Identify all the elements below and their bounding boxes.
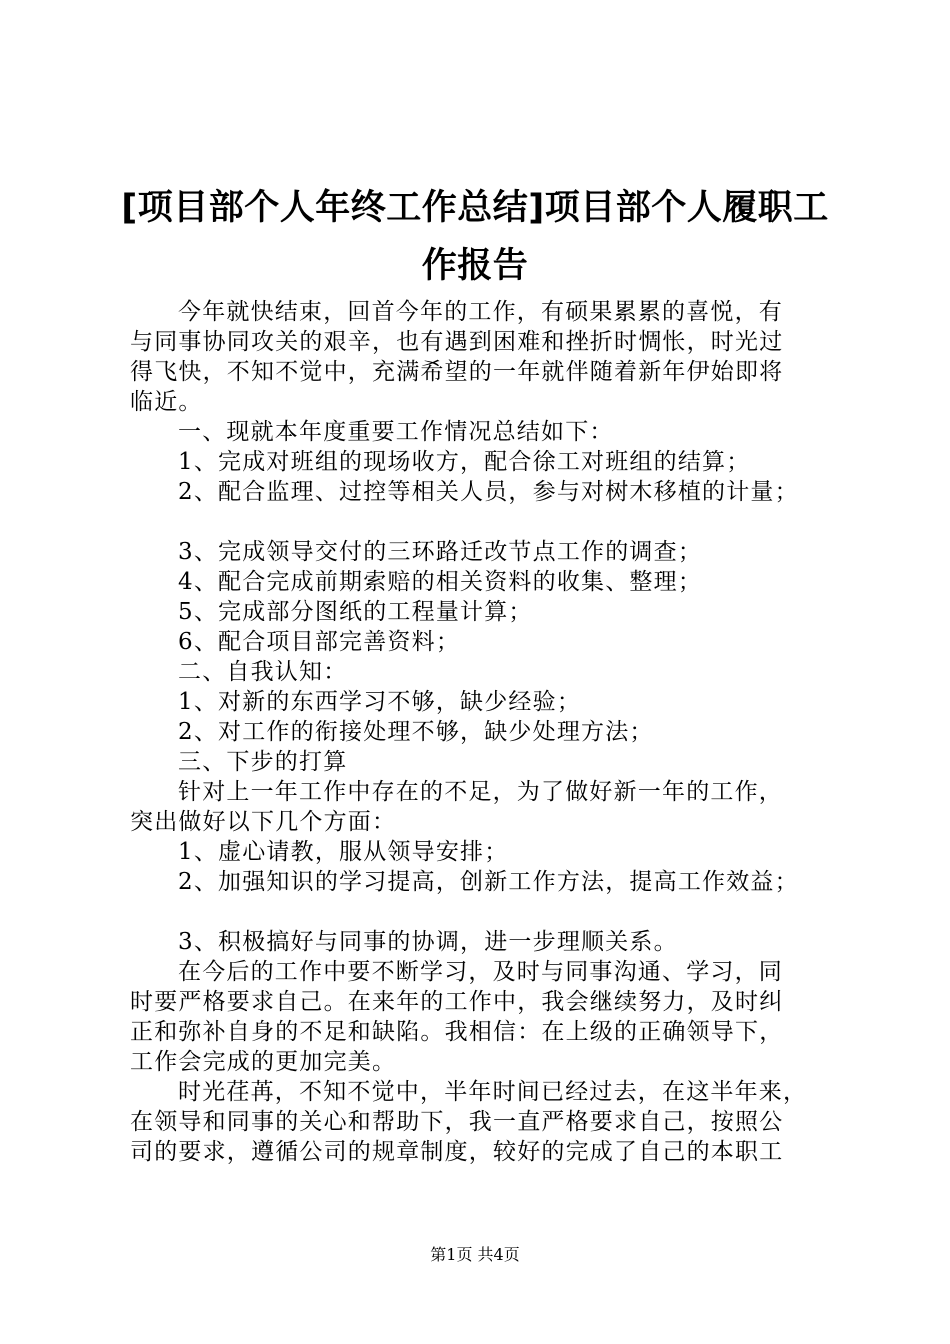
section-heading: 二、自我认知： [178, 659, 348, 685]
paragraph-line: 司的要求，遵循公司的规章制度，较好的完成了自己的本职工 [130, 1139, 784, 1165]
paragraph-line: 临近。 [130, 389, 203, 415]
paragraph-line: 突出做好以下几个方面： [130, 809, 397, 835]
paragraph-line: 时要严格要求自己。在来年的工作中，我会继续努力，及时纠 [130, 989, 784, 1015]
blank-line [130, 507, 830, 537]
document-body [130, 297, 830, 1167]
paragraph-line: 针对上一年工作中存在的不足，为了做好新一年的工作， [178, 779, 783, 805]
paragraph-line: 今年就快结束，回首今年的工作，有硕果累累的喜悦，有 [178, 299, 783, 325]
list-item: 2、加强知识的学习提高，创新工作方法，提高工作效益； [178, 869, 799, 895]
document-title-line-1: [项目部个人年终工作总结]项目部个人履职工 [121, 188, 829, 228]
paragraph-line: 时光荏苒，不知不觉中，半年时间已经过去，在这半年来， [178, 1079, 808, 1105]
paragraph-line: 正和弥补自身的不足和缺陷。我相信：在上级的正确领导下， [130, 1019, 784, 1045]
list-item: 1、完成对班组的现场收方，配合徐工对班组的结算； [178, 449, 751, 475]
list-item: 2、对工作的衔接处理不够，缺少处理方法； [178, 719, 654, 745]
document-title-line-2: 作报告 [421, 246, 529, 286]
section-heading: 一、现就本年度重要工作情况总结如下： [178, 419, 614, 445]
paragraph-line: 得飞快，不知不觉中，充满希望的一年就伴随着新年伊始即将 [130, 359, 784, 385]
list-item: 2、配合监理、过控等相关人员，参与对树木移植的计量； [178, 479, 799, 505]
list-item: 1、对新的东西学习不够，缺少经验； [178, 689, 582, 715]
list-item: 6、配合项目部完善资料； [178, 629, 461, 655]
list-item: 3、完成领导交付的三环路迁改节点工作的调查； [178, 539, 703, 565]
paragraph-line: 工作会完成的更加完美。 [130, 1049, 397, 1075]
list-item: 5、完成部分图纸的工程量计算； [178, 599, 533, 625]
paragraph-line: 与同事协同攻关的艰辛，也有遇到困难和挫折时惆怅，时光过 [130, 329, 784, 355]
page-footer: 第1页 共4页 [430, 1245, 520, 1264]
list-item: 1、虚心请教，服从领导安排； [178, 839, 509, 865]
section-heading: 三、下步的打算 [178, 749, 348, 775]
list-item: 3、积极搞好与同事的协调，进一步理顺关系。 [178, 929, 678, 955]
paragraph-line: 在领导和同事的关心和帮助下，我一直严格要求自己，按照公 [130, 1109, 784, 1135]
list-item: 4、配合完成前期索赔的相关资料的收集、整理； [178, 569, 703, 595]
blank-line [130, 897, 830, 927]
paragraph-line: 在今后的工作中要不断学习，及时与同事沟通、学习，同 [178, 959, 783, 985]
